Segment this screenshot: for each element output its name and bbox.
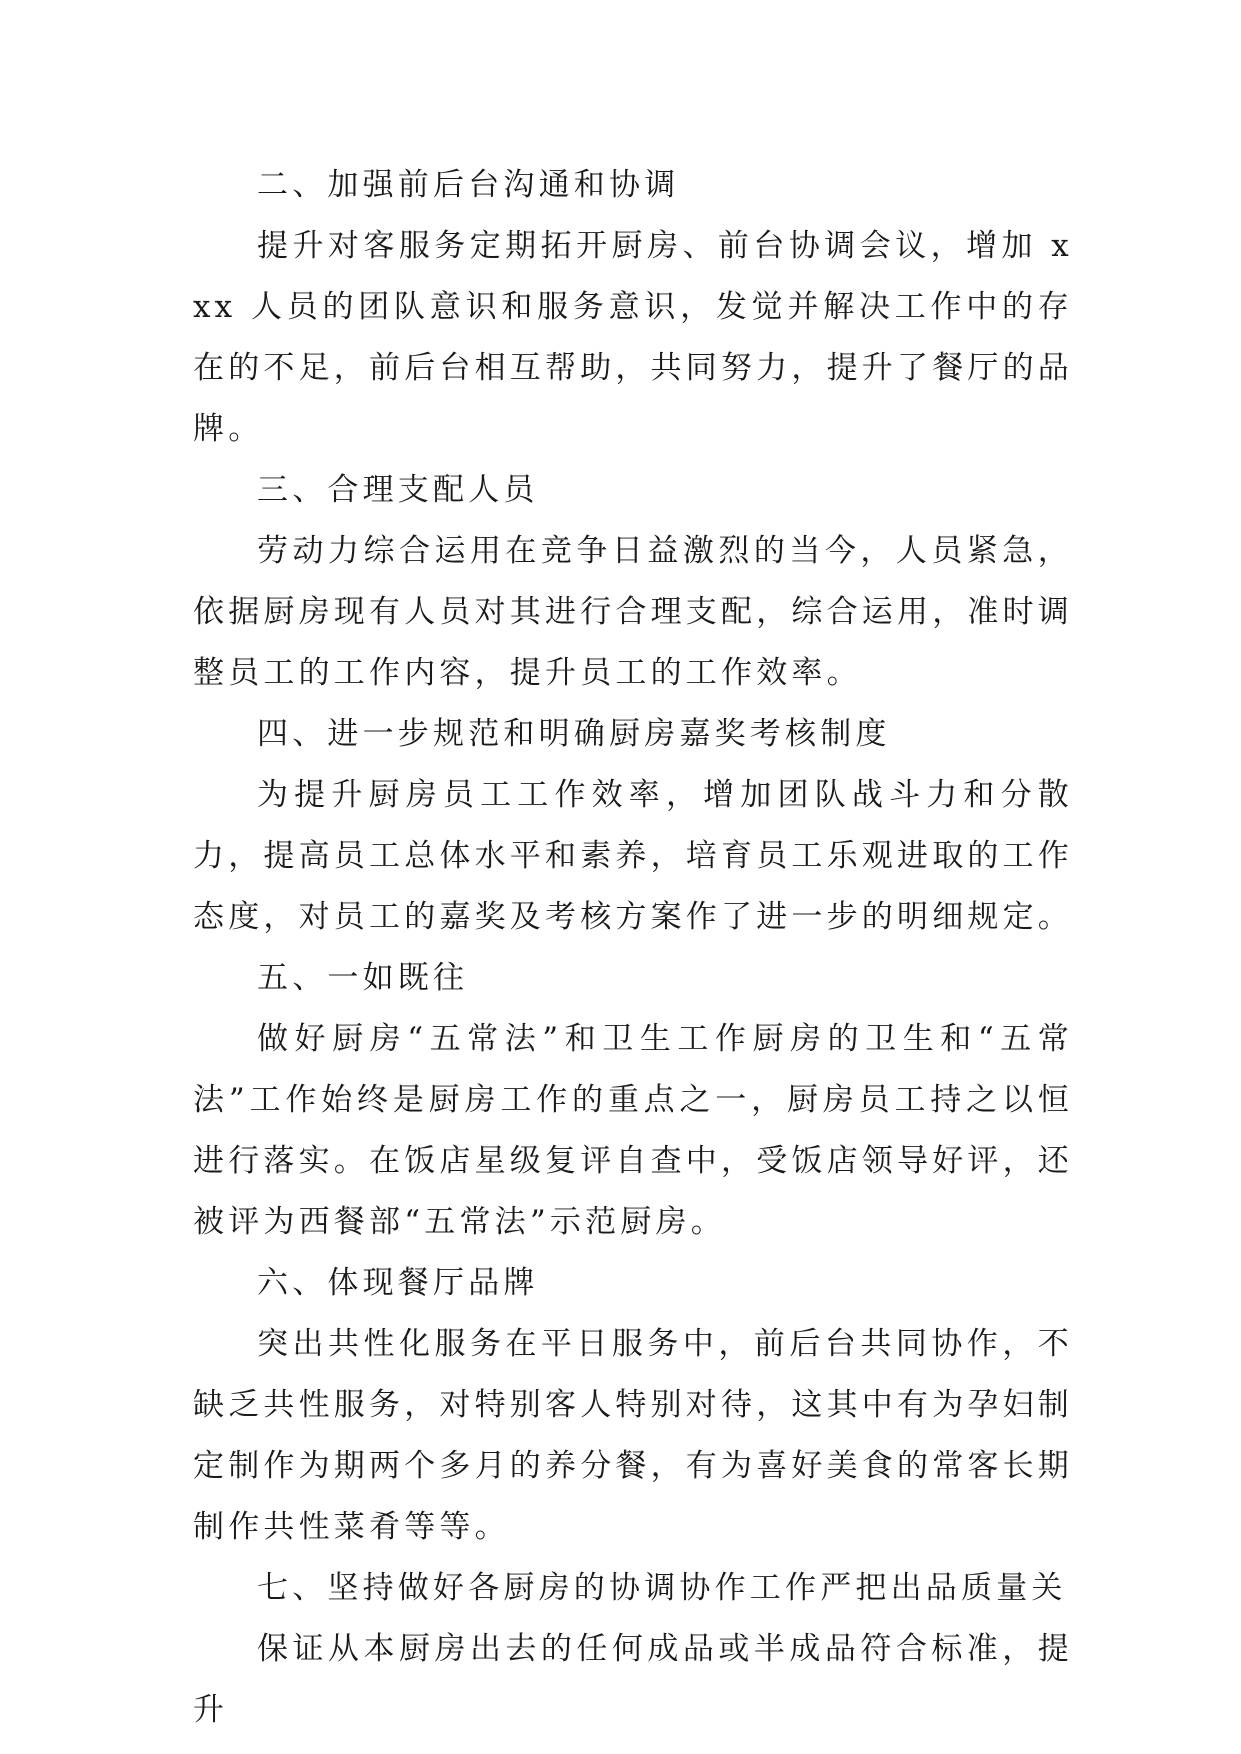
section-paragraph: 劳动力综合运用在竞争日益激烈的当今，人员紧急，依据厨房现有人员对其进行合理支配，综合运用，准时调整员工的工作内容，提升员工的工作效率。 (193, 533, 1073, 691)
document-body (193, 155, 1073, 1741)
section-paragraph: 为提升厨房员工工作效率，增加团队战斗力和分散力，提高员工总体水平和素养，培育员工乐观进取的工作态度，对员工的嘉奖及考核方案作了进一步的明细规定。 (193, 777, 1073, 935)
section-heading: 六、体现餐厅品牌 (257, 1265, 539, 1301)
section-paragraph: 做好厨房“五常法”和卫生工作厨房的卫生和“五常法”工作始终是厨房工作的重点之一，厨房员工持之以恒进行落实。在饭店星级复评自查中，受饭店领导好评，还被评为西餐部“五常法”示范厨房。 (193, 1021, 1073, 1240)
section-paragraph: 提升对客服务定期拓开厨房、前台协调会议，增加 xxx 人员的团队意识和服务意识，发觉并解决工作中的存在的不足，前后台相互帮助，共同努力，提升了餐厅的品牌。 (193, 228, 1073, 447)
section-heading: 四、进一步规范和明确厨房嘉奖考核制度 (257, 716, 891, 752)
section-paragraph: 保证从本厨房出去的任何成品或半成品符合标准，提升 (193, 1631, 1073, 1728)
section-heading: 五、一如既往 (257, 960, 469, 996)
section-heading: 二、加强前后台沟通和协调 (257, 167, 680, 203)
section-heading: 三、合理支配人员 (257, 472, 539, 508)
section-heading: 七、坚持做好各厨房的协调协作工作严把出品质量关 (257, 1570, 1067, 1606)
section-paragraph: 突出共性化服务在平日服务中，前后台共同协作，不缺乏共性服务，对特别客人特别对待，这其中有为孕妇制定制作为期两个多月的养分餐，有为喜好美食的常客长期制作共性菜肴等等。 (193, 1326, 1073, 1545)
